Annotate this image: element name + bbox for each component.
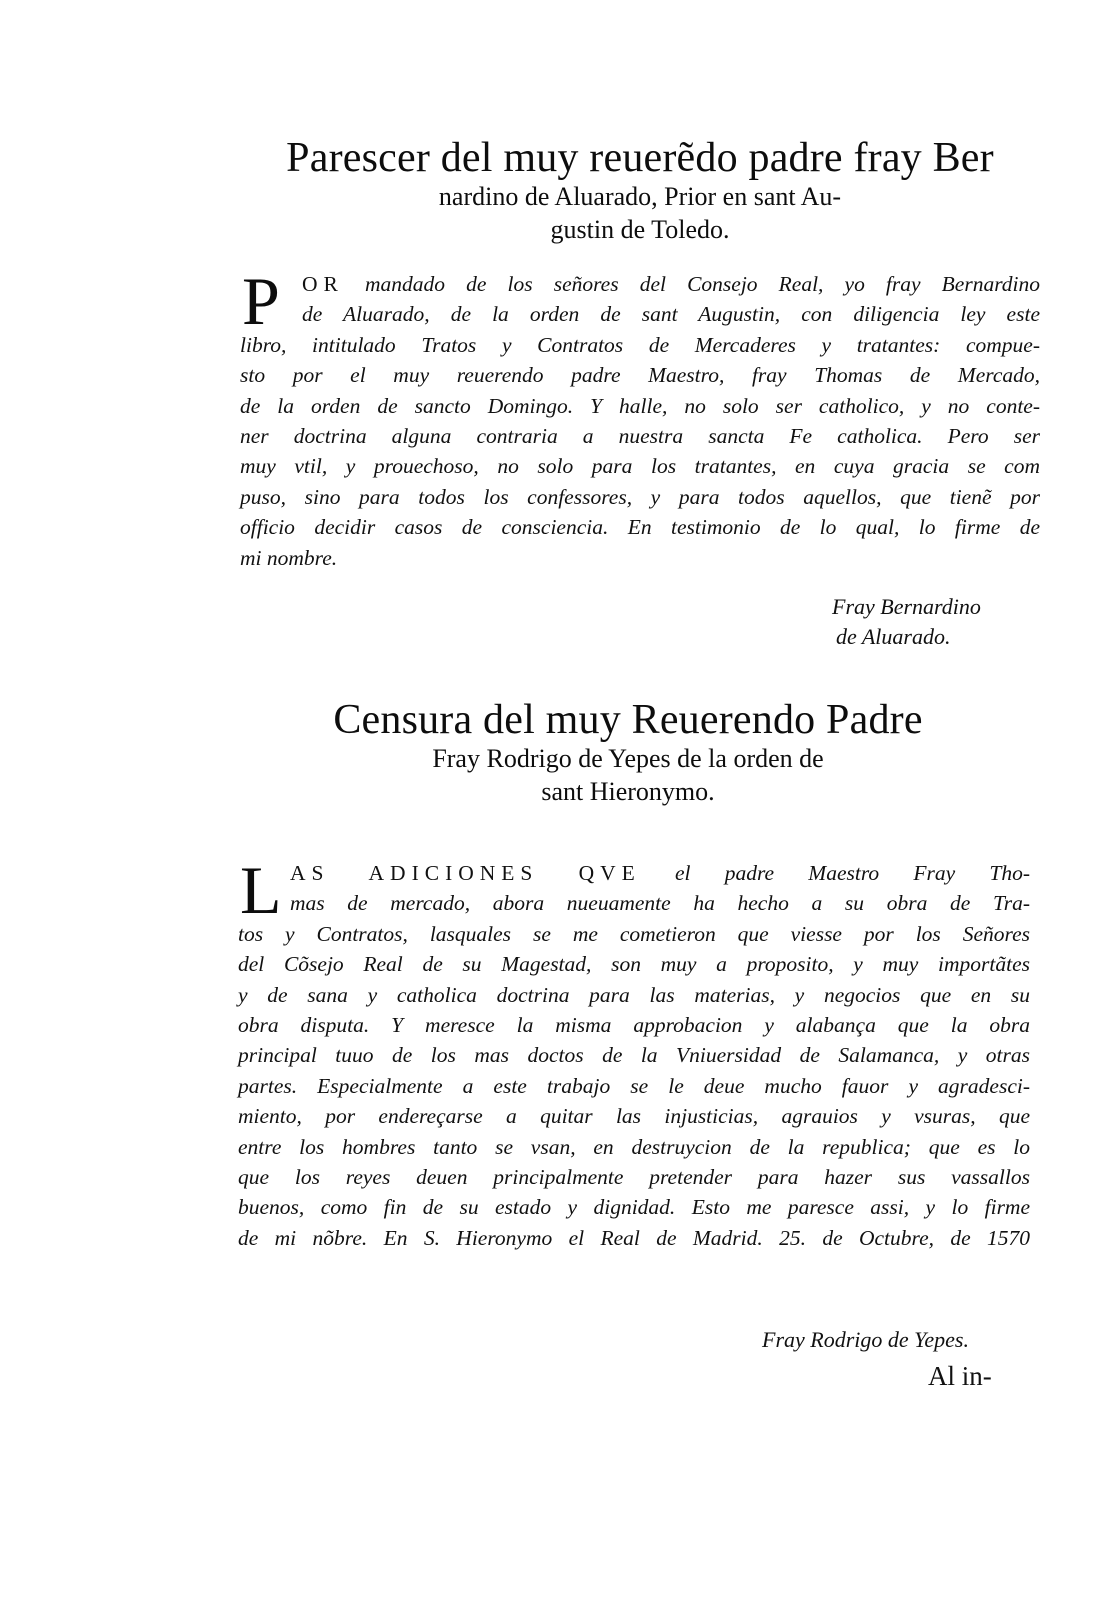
section2-title-line-2: Fray Rodrigo de Yepes de la orden de xyxy=(432,744,824,773)
section1-line-8: puso, sino para todos los confessores, y para todos aquellos, que tienẽ por xyxy=(240,484,1040,509)
section1-title xyxy=(240,136,1040,246)
section1-line-9: officio decidir casos de consciencia. En testimonio de lo qual, lo firme de xyxy=(240,515,1040,540)
section2-line-2: mas de mercado, abora nueuamente ha hecho a su obra de Tra- xyxy=(290,891,1030,916)
section2-line-10: entre los hombres tanto se vsan, en destruycion de la republica; que es lo xyxy=(238,1134,1030,1159)
section1-line-7: muy vtil, y prouechoso, no solo para los tratantes, en cuya gracia se com xyxy=(240,454,1040,479)
section2-title-line-1: Censura del muy Reuerendo Padre xyxy=(333,697,923,743)
section2-line-8: partes. Especialmente a este trabajo se le deue mucho fauor y agradesci- xyxy=(238,1073,1030,1098)
section1-first-word: OR xyxy=(302,272,344,296)
section1-line-10: mi nombre. xyxy=(240,545,338,570)
section1-body xyxy=(240,263,1040,573)
section1-title-line-2: nardino de Aluarado, Prior en sant Au- xyxy=(438,182,842,211)
section2-line-3: tos y Contratos, lasquales se me cometieron que viesse por los Señores xyxy=(238,921,1030,946)
section1-line-4: sto por el muy reuerendo padre Maestro, fray Thomas de Mercado, xyxy=(240,363,1040,388)
catchword: Al in- xyxy=(928,1361,992,1391)
section2-line-5: y de sana y catholica doctrina para las materias, y negocios que en su xyxy=(238,982,1030,1007)
section2-line-4: del Cõsejo Real de su Magestad, son muy a proposito, y muy importãtes xyxy=(238,952,1030,977)
section2-title-line-3: sant Hieronymo. xyxy=(541,777,715,806)
section2-first-words: AS ADICIONES QVE xyxy=(290,861,641,885)
section1-line-5: de la orden de sancto Domingo. Y halle, no solo ser catholico, y no conte- xyxy=(240,393,1040,418)
section2-line-6: obra disputa. Y meresce la misma approbacion y alabança que la obra xyxy=(238,1013,1030,1038)
section1-dropcap: P xyxy=(242,263,280,339)
section2-title xyxy=(228,698,1028,808)
section1-title-line-3: gustin de Toledo. xyxy=(550,215,730,244)
section1-title-line-1: Parescer del muy reuerẽdo padre fray Ber xyxy=(286,135,994,181)
section1-signature-line-2: de Aluarado. xyxy=(836,624,951,649)
section1-signature-line-1: Fray Bernardino xyxy=(832,594,981,619)
section2-signature: Fray Rodrigo de Yepes. xyxy=(762,1327,969,1352)
section2-line-1: AS ADICIONES QVE el padre Maestro Fray Tho- xyxy=(290,861,1031,885)
section2-line-12: buenos, como fin de su estado y dignidad. Esto me paresce assi, y lo firme xyxy=(238,1195,1030,1220)
section2-line-7: principal tuuo de los mas doctos de la Vniuersidad de Salamanca, y otras xyxy=(238,1043,1030,1068)
section2-line-9: miento, por endereçarse a quitar las injusticias, agrauios y vsuras, que xyxy=(238,1104,1030,1129)
section1-line-6: ner doctrina alguna contraria a nuestra sancta Fe catholica. Pero ser xyxy=(240,424,1040,449)
section1-line-2: de Aluarado, de la orden de sant Augustin, con diligencia ley este xyxy=(302,302,1040,327)
section2-body xyxy=(238,852,1031,1253)
section1-line-1: OR mandado de los señores del Consejo Real, yo fray Bernardino xyxy=(302,272,1040,296)
section2-line-13: de mi nõbre. En S. Hieronymo el Real de Madrid. 25. de Octubre, de 1570 xyxy=(238,1225,1030,1250)
section1-line-3: libro, intitulado Tratos y Contratos de Mercaderes y tratantes: compue- xyxy=(240,332,1040,357)
section2-line-11: que los reyes deuen principalmente pretender para hazer sus vassallos xyxy=(238,1165,1030,1190)
section2-dropcap: L xyxy=(240,852,282,928)
